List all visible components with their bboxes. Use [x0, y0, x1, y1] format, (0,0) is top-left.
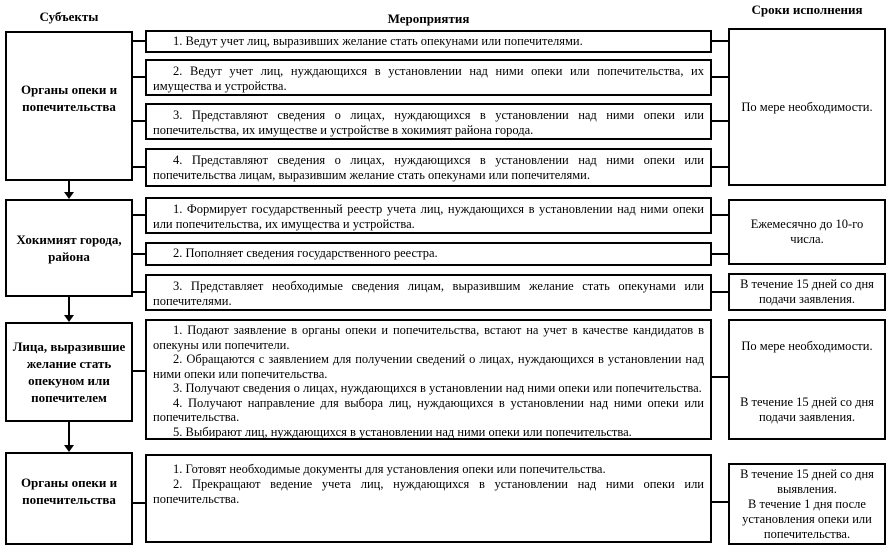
- activity-box-r1-3: [145, 103, 712, 140]
- activity-box-r2-2: [145, 242, 712, 266]
- activity-box-r3: [145, 319, 712, 440]
- connector-line: [131, 76, 145, 78]
- deadline-text: По мере необходимости.: [741, 99, 873, 114]
- connector-line: [131, 291, 145, 293]
- subject-box-candidates: Лица, выразившие желание стать опекуном или попечителем: [5, 322, 133, 422]
- activity-text: 2. Пополняет сведения государственного реестра.: [173, 246, 438, 260]
- down-arrow-icon: [64, 315, 74, 322]
- connector-line: [712, 253, 728, 255]
- activity-text: 1. Подают заявление в органы опеки и попечительства, встают на учет в качестве кандидатов в опекуны или попечители.: [153, 323, 704, 352]
- connector-line: [131, 370, 145, 372]
- connector-line: [131, 214, 145, 216]
- activity-box-r2-1: [145, 197, 712, 234]
- activity-text: 1. Формирует государственный реестр учета лиц, нуждающихся в установлении над ними опеки или попечительства, их имущества и устройства.: [153, 202, 704, 231]
- deadline-box-r2-2: [728, 273, 886, 311]
- activity-text: 2. Ведут учет лиц, нуждающихся в установлении над ними опеки или попечительства, их имущества и устройства.: [153, 64, 704, 93]
- activity-text: 1. Ведут учет лиц, выразивших желание стать опекунами или попечителями.: [173, 34, 583, 48]
- connector-line: [712, 291, 728, 293]
- activity-text: 2. Прекращают ведение учета лиц, нуждающихся в установлении над ними опеки или попечительства.: [153, 477, 704, 506]
- activity-box-r2-3: [145, 274, 712, 311]
- deadline-box-r2-1: [728, 199, 886, 265]
- deadline-box-r1: [728, 28, 886, 186]
- connector-line: [712, 120, 728, 122]
- subject-box-guardianship-bodies-2: Органы опеки и попечительства: [5, 452, 133, 545]
- activity-text: 4. Представляют сведения о лицах, нуждающихся в установлении над ними опеки или попечительства лицам, выразившим желание стать опекунами или попечителями.: [153, 153, 704, 182]
- activity-text: 2. Обращаются с заявлением для получении сведений о лицах, нуждающихся в установлении над ними опеки или попечительства.: [153, 352, 704, 381]
- column-header-subjects: Субъекты: [39, 9, 99, 24]
- connector-line: [131, 40, 145, 42]
- connector-line: [131, 502, 145, 504]
- activity-text: 4. Получают направление для выбора лиц, нуждающихся в установлении над ними опеки или попечительства.: [153, 395, 704, 424]
- connector-line: [712, 376, 728, 378]
- connector-line: [712, 214, 728, 216]
- deadline-text: В течение 1 дня после установления опеки или попечительства.: [742, 496, 872, 541]
- connector-line: [131, 166, 145, 168]
- connector-line: [712, 40, 728, 42]
- activity-box-r1-1: [145, 30, 712, 53]
- deadline-text: По мере необходимости.: [741, 339, 873, 353]
- down-arrow-icon: [64, 192, 74, 199]
- subject-box-khokimiyat: Хокимият города, района: [5, 199, 133, 297]
- deadline-text: В течение 15 дней со дня подачи заявления.: [740, 395, 874, 424]
- activity-text: 1. Готовят необходимые документы для установления опеки или попечительства.: [173, 462, 606, 476]
- column-header-activities: Мероприятия: [387, 11, 470, 26]
- deadline-text: В течение 15 дней со дня подачи заявления.: [740, 277, 874, 306]
- deadline-text: В течение 15 дней со дня выявления.: [740, 466, 874, 496]
- connector-line: [131, 120, 145, 122]
- activity-box-r1-2: [145, 59, 712, 96]
- down-arrow-shaft: [68, 422, 70, 446]
- deadline-box-r3: [728, 319, 886, 440]
- connector-line: [712, 501, 728, 503]
- activity-text: 3. Представляют сведения о лицах, нуждающихся в установлении над ними опеки или попечительства, их имуществе и устройстве в хокимият района города.: [153, 108, 704, 137]
- connector-line: [712, 76, 728, 78]
- activity-box-r1-4: [145, 148, 712, 187]
- activity-text: 5. Выбирают лиц, нуждающихся в установлении над ними опеки или попечительства.: [173, 424, 632, 439]
- connector-line: [712, 166, 728, 168]
- deadline-text: Ежемесячно до 10-го числа.: [750, 217, 864, 246]
- activity-text: 3. Получают сведения о лицах, нуждающихся в установлении над ними опеки или попечительства.: [173, 381, 702, 395]
- deadline-box-r4: [728, 463, 886, 545]
- column-header-deadlines: Сроки исполнения: [751, 2, 863, 17]
- down-arrow-shaft: [68, 297, 70, 316]
- down-arrow-icon: [64, 445, 74, 452]
- connector-line: [131, 253, 145, 255]
- activity-box-r4: [145, 454, 712, 543]
- subject-box-guardianship-bodies-1: Органы опеки и попечительства: [5, 31, 133, 181]
- activity-text: 3. Представляет необходимые сведения лицам, выразившим желание стать опекунами или попечителями.: [153, 279, 704, 308]
